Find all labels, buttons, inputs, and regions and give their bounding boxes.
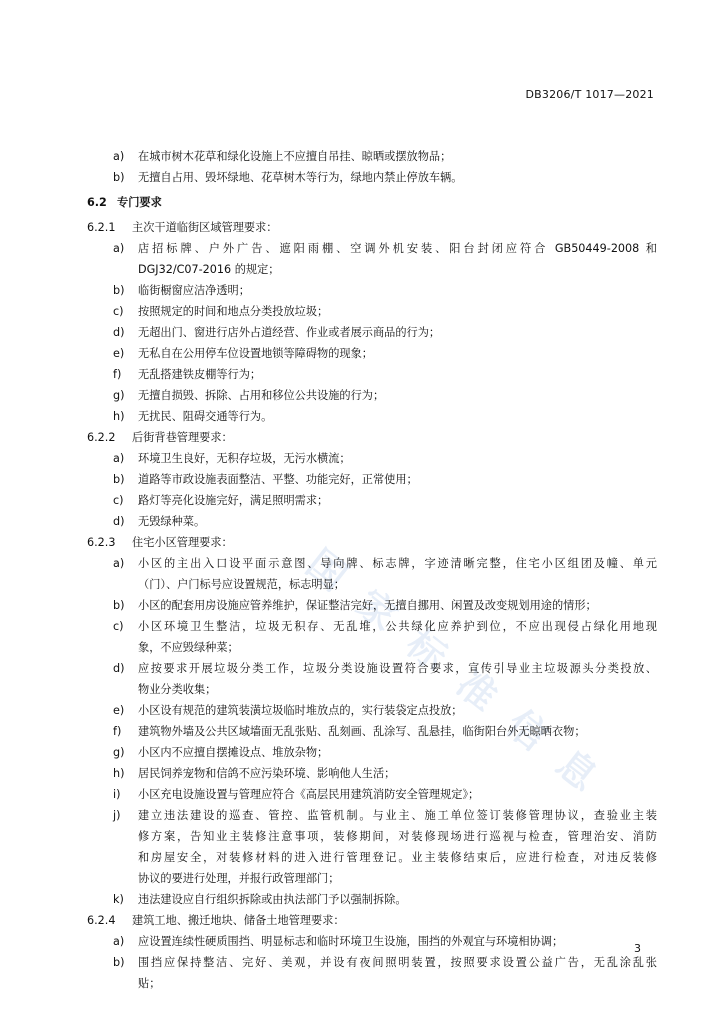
- list-item: [87, 301, 657, 322]
- list-item-text: 小区充电设施设置与管理应符合《高层民用建筑消防安全管理规定》；: [138, 788, 480, 801]
- list-item: [87, 763, 657, 784]
- list-item-marker: f): [113, 368, 122, 381]
- list-item-marker: k): [113, 893, 124, 906]
- list-item-text: 临街橱窗应洁净透明；: [138, 284, 250, 297]
- list-item-marker: j): [113, 809, 121, 822]
- subsection-title: 后街背巷管理要求：: [132, 431, 233, 444]
- list-item-text: 贴；: [138, 977, 161, 990]
- list-item: [87, 553, 657, 595]
- list-item-text: 无扰民、阻碍交通等行为。: [138, 410, 273, 423]
- list-item-text: 无私自在公用停车位设置地锁等障碍物的现象；: [138, 347, 373, 360]
- list-item: [87, 280, 657, 301]
- list-item-text: 小区的主出入口设平面示意图、导向牌、标志牌，字迹清晰完整，住宅小区组团及幢、单元: [138, 557, 657, 570]
- list-item: [87, 322, 657, 343]
- subsection-number: 6.2.1: [87, 221, 116, 234]
- list-item-text: 环境卫生良好，无积存垃圾，无污水横流；: [138, 452, 351, 465]
- list-item: [87, 511, 657, 532]
- subsection-title: 主次干道临街区域管理要求：: [132, 221, 278, 234]
- list-item-marker: g): [113, 746, 125, 759]
- list-item-text: 店招标牌、户外广告、遮阳雨棚、空调外机安装、阳台封闭应符合 GB50449-2008 和: [138, 242, 657, 255]
- list-item-marker: g): [113, 389, 125, 402]
- list-item-text: 建立违法建设的巡查、管控、监管机制。与业主、施工单位签订装修管理协议，查验业主装: [138, 809, 657, 822]
- list-item-marker: b): [113, 473, 125, 486]
- list-item-marker: e): [113, 704, 125, 717]
- list-item-text: 居民饲养宠物和信鸽不应污染环境、影响他人生活；: [138, 767, 396, 780]
- list-item-text: 应按要求开展垃圾分类工作，垃圾分类设施设置符合要求，宣传引导业主垃圾源头分类投放、: [138, 662, 657, 675]
- list-item-text: 按照规定的时间和地点分类投放垃圾；: [138, 305, 329, 318]
- document-code: DB3206/T 1017—2021: [525, 88, 654, 101]
- list-item-text: 小区设有规范的建筑装潢垃圾临时堆放点的，实行装袋定点投放；: [138, 704, 463, 717]
- list-item-text: 小区的配套用房设施应管养维护，保证整洁完好，无擅自挪用、闲置及改变规划用途的情形；: [138, 599, 597, 612]
- list-item-text: 建筑物外墙及公共区域墙面无乱张贴、乱刻画、乱涂写、乱悬挂，临街阳台外无晾晒衣物；: [138, 725, 586, 738]
- list-item: [87, 469, 657, 490]
- list-item-marker: h): [113, 767, 125, 780]
- list-item-text: 无擅自损毁、拆除、占用和移位公共设施的行为；: [138, 389, 385, 402]
- list-item-text: 应设置连续性硬质围挡、明显标志和临时环境卫生设施，围挡的外观宜与环境相协调；: [138, 935, 564, 948]
- section-title: 专门要求: [117, 196, 162, 209]
- list-item: [87, 721, 657, 742]
- subsection-number: 6.2.4: [87, 914, 116, 927]
- list-item-marker: e): [113, 347, 125, 360]
- list-item-marker: c): [113, 620, 124, 633]
- list-item-marker: a): [113, 150, 125, 163]
- list-item-marker: b): [113, 599, 125, 612]
- page-number: 3: [634, 942, 641, 955]
- list-item: [87, 700, 657, 721]
- list-item: [87, 784, 657, 805]
- list-item-marker: b): [113, 956, 125, 969]
- list-item-marker: f): [113, 725, 122, 738]
- subsection-number: 6.2.2: [87, 431, 116, 444]
- list-item-text: 违法建设应自行组织拆除或由执法部门予以强制拆除。: [138, 893, 407, 906]
- list-item-text: （门）、户门标号应设置规范，标志明显；: [138, 578, 345, 591]
- subsection-title: 住宅小区管理要求：: [132, 536, 233, 549]
- list-item: [87, 742, 657, 763]
- list-item-marker: h): [113, 410, 125, 423]
- list-item-marker: d): [113, 326, 125, 339]
- list-item: [87, 490, 657, 511]
- list-item-marker: d): [113, 515, 125, 528]
- list-item-marker: b): [113, 171, 125, 184]
- list-item-marker: a): [113, 452, 125, 465]
- list-item-text: 无擅自占用、毁坏绿地、花草树木等行为，绿地内禁止停放车辆。: [138, 171, 463, 184]
- list-item-text: 小区环境卫生整洁，垃圾无积存、无乱堆，公共绿化应养护到位，不应出现侵占绿化用地现: [138, 620, 657, 633]
- list-item: [87, 364, 657, 385]
- list-item-text: 在城市树木花草和绿化设施上不应擅自吊挂、晾晒或摆放物品；: [138, 150, 452, 163]
- list-item: [87, 931, 657, 952]
- list-item: [87, 658, 657, 700]
- list-item-marker: a): [113, 242, 125, 255]
- list-item: [87, 952, 657, 994]
- list-item-text: 物业分类收集；: [138, 683, 217, 696]
- list-item-text: 和房屋安全，对装修材料的进入进行管理登记。业主装修结束后，应进行检查，对违反装修: [138, 851, 657, 864]
- list-item: [87, 595, 657, 616]
- list-item: [87, 616, 657, 658]
- list-item: [87, 167, 657, 188]
- list-item: [87, 448, 657, 469]
- list-item: [87, 146, 657, 167]
- list-item: [87, 385, 657, 406]
- list-item-text: 协议的要进行处理，并报行政管理部门；: [138, 872, 340, 885]
- list-item-text: 无毁绿种菜。: [138, 515, 206, 528]
- subsection-title: 建筑工地、搬迁地块、储备土地管理要求：: [132, 914, 345, 927]
- subsection-number: 6.2.3: [87, 536, 116, 549]
- list-item-marker: a): [113, 557, 125, 570]
- list-item-text: 小区内不应擅自摆摊设点、堆放杂物；: [138, 746, 329, 759]
- list-item-text: 道路等市政设施表面整洁、平整、功能完好，正常使用；: [138, 473, 418, 486]
- list-item-marker: c): [113, 494, 124, 507]
- list-item-marker: c): [113, 305, 124, 318]
- list-item-text: 路灯等亮化设施完好，满足照明需求；: [138, 494, 329, 507]
- list-item-text: 修方案，告知业主装修注意事项，装修期间，对装修现场进行巡视与检查，管理治安、消防: [138, 830, 657, 843]
- list-item-marker: i): [113, 788, 121, 801]
- list-item: [87, 805, 657, 889]
- list-item-marker: d): [113, 662, 125, 675]
- section-number: 6.2: [87, 196, 107, 209]
- list-item-marker: a): [113, 935, 125, 948]
- list-item-text: 围挡应保持整洁、完好、美观，并设有夜间照明装置，按照要求设置公益广告，无乱涂乱张: [138, 956, 657, 969]
- list-item: [87, 343, 657, 364]
- list-item: [87, 238, 657, 280]
- list-item: [87, 889, 657, 910]
- list-item-text: 无超出门、窗进行店外占道经营、作业或者展示商品的行为；: [138, 326, 441, 339]
- watermark: 国 家 标 准 信 息: [298, 541, 606, 800]
- list-item: [87, 406, 657, 427]
- list-item-marker: b): [113, 284, 125, 297]
- list-item-text: 象，不应毁绿种菜；: [138, 641, 239, 654]
- list-item-text: DGJ32/C07-2016 的规定；: [138, 263, 280, 276]
- list-item-text: 无乱搭建铁皮棚等行为；: [138, 368, 262, 381]
